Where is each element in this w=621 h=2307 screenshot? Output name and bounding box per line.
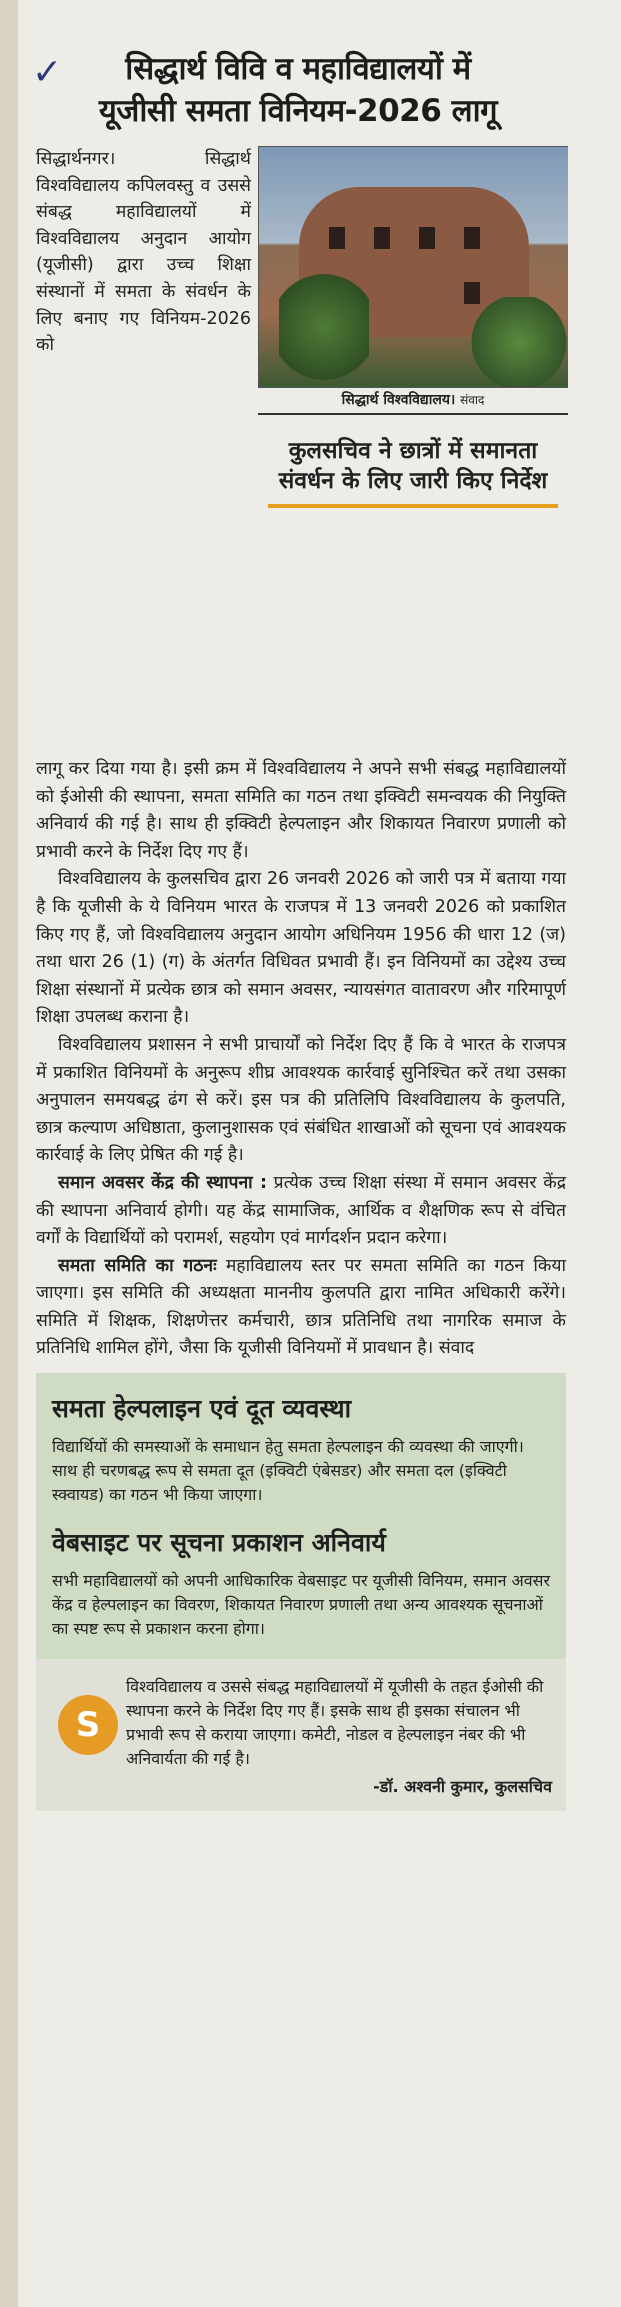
university-photo (258, 146, 568, 388)
paragraph: लागू कर दिया गया है। इसी क्रम में विश्वविद्यालय ने अपने सभी संबद्ध महाविद्यालयों को ईओसी की स्थापना, समता समिति का गठन तथा इक्विटी समन्वयक की नियुक्ति अनिवार्य की गई है। साथ ही इक्विटी हेल्पलाइन और शिकायत निवारण प्रणाली को प्रभावी करने के निर्देश दिए गए हैं। (36, 759, 566, 862)
photo-caption-text: सिद्धार्थ विश्वविद्यालय। (341, 392, 456, 408)
news-clipping (28, 42, 568, 2272)
page-edge (0, 0, 18, 2307)
paragraph-text: प्रत्येक उच्च शिक्षा संस्था में समान अवसर केंद्र की स्थापना अनिवार्य होगी। यह केंद्र सामाजिक, आर्थिक व शैक्षणिक रूप से वंचित वर्गों के विद्यार्थियों को परामर्श, सहयोग एवं मार्गदर्शन प्रदान करेगा। (36, 1172, 566, 1249)
university-logo-icon: S (58, 1695, 118, 1755)
paragraph (36, 1253, 566, 1363)
byline-credit: संवाद (438, 1338, 475, 1359)
box-text: विद्यार्थियों की समस्याओं के समाधान हेतु समता हेल्पलाइन की व्यवस्था की जाएगी। साथ ही चरणबद्ध रूप से समता दूत (इक्विटी एंबेसडर) और समता दल (इक्विटी स्क्वायड) का गठन भी किया जाएगा। (52, 1437, 524, 1505)
tree-image (279, 267, 369, 387)
paragraph-heading: समता समिति का गठनः (58, 1255, 217, 1276)
paragraph-heading: समान अवसर केंद्र की स्थापना : (58, 1172, 267, 1193)
signature: -डॉ. अश्वनी कुमार, कुलसचिव (373, 1777, 552, 1797)
paragraph: विश्वविद्यालय के कुलसचिव द्वारा 26 जनवरी 2026 को जारी पत्र में बताया गया है कि यूजीसी के ये विनियम भारत के राजपत्र में 13 जनवरी 2026 को प्रकाशित किए गए हैं, जो विश्वविद्यालय अनुदान आयोग अधिनियम 1956 की धारा 12 (ज) तथा धारा 26 (1) (ग) के अंतर्गत विधिवत प्रभावी हैं। इन विनियमों का उद्देश्य उच्च शिक्षा संस्थानों में प्रत्येक छात्र को समान अवसर, न्यायसंगत वातावरण और गरिमापूर्ण शिक्षा उपलब्ध कराना है। (36, 869, 566, 1028)
paragraph (36, 1170, 566, 1253)
paragraph-text: महाविद्यालय स्तर पर समता समिति का गठन किया जाएगा। इस समिति की अध्यक्षता माननीय कुलपति द्वारा नामित अधिकारी करेंगे। समिति में शिक्षक, शिक्षणेत्तर कर्मचारी, छात्र प्रतिनिधि तथा नागरिक समाज के प्रतिनिधि शामिल होंगे, जैसा कि यूजीसी विनियमों में प्रावधान है। (36, 1255, 567, 1359)
info-box (36, 1373, 566, 1659)
photo-credit: संवाद (460, 393, 485, 407)
box-text: सभी महाविद्यालयों को अपनी आधिकारिक वेबसाइट पर यूजीसी विनियम, समान अवसर केंद्र व हेल्पलाइन का विवरण, शिकायत निवारण प्रणाली तथा अन्य आवश्यक सूचनाओं का स्पष्ट रूप से प्रकाशन करना होगा। (52, 1571, 551, 1639)
quote-box (36, 1659, 566, 1811)
box-title: वेबसाइट पर सूचना प्रकाशन अनिवार्य (52, 1528, 386, 1558)
lead-section (28, 146, 568, 756)
article-body (36, 756, 566, 1363)
paragraph: विश्वविद्यालय प्रशासन ने सभी प्राचार्यों को निर्देश दिए हैं कि वे भारत के राजपत्र में प्रकाशित विनियमों के अनुरूप शीघ्र आवश्यक कार्रवाई सुनिश्चित करें तथा उसका अनुपालन समयबद्ध ढंग से करें। इस पत्र की प्रतिलिपि विश्वविद्यालय के कुलपति, छात्र कल्याण अधिष्ठाता, कुलानुशासक एवं संबंधित शाखाओं को सूचना एवं आवश्यक कार्रवाई के लिए प्रेषित की गई है। (36, 1034, 566, 1166)
subheadline: कुलसचिव ने छात्रों में समानता संवर्धन के लिए जारी किए निर्देश (268, 436, 558, 508)
tree-image (469, 297, 568, 387)
headline-line-1: सिद्धार्थ विवि व महाविद्यालयों में (125, 51, 471, 87)
lead-paragraph: सिद्धार्थनगर। सिद्धार्थ विश्वविद्यालय कपिलवस्तु व उससे संबद्ध महाविद्यालयों में विश्वविद्यालय अनुदान आयोग (यूजीसी) द्वारा उच्च शिक्षा संस्थानों में समता के संवर्धन के लिए बनाए गए विनियम-2026 को (36, 149, 251, 356)
headline-line-2: यूजीसी समता विनियम-2026 लागू (98, 93, 498, 129)
photo-caption (258, 390, 568, 415)
headline (28, 48, 568, 132)
pen-mark-icon: ✓ (32, 52, 63, 93)
quote-text: विश्वविद्यालय व उससे संबद्ध महाविद्यालयों में यूजीसी के तहत ईओसी की स्थापना करने के निर्देश दिए गए हैं। इसके साथ ही इसका संचालन भी प्रभावी रूप से कराया जाएगा। कमेटी, नोडल व हेल्पलाइन नंबर की भी अनिवार्यता की गई है। (126, 1677, 544, 1769)
box-title: समता हेल्पलाइन एवं दूत व्यवस्था (52, 1394, 352, 1424)
